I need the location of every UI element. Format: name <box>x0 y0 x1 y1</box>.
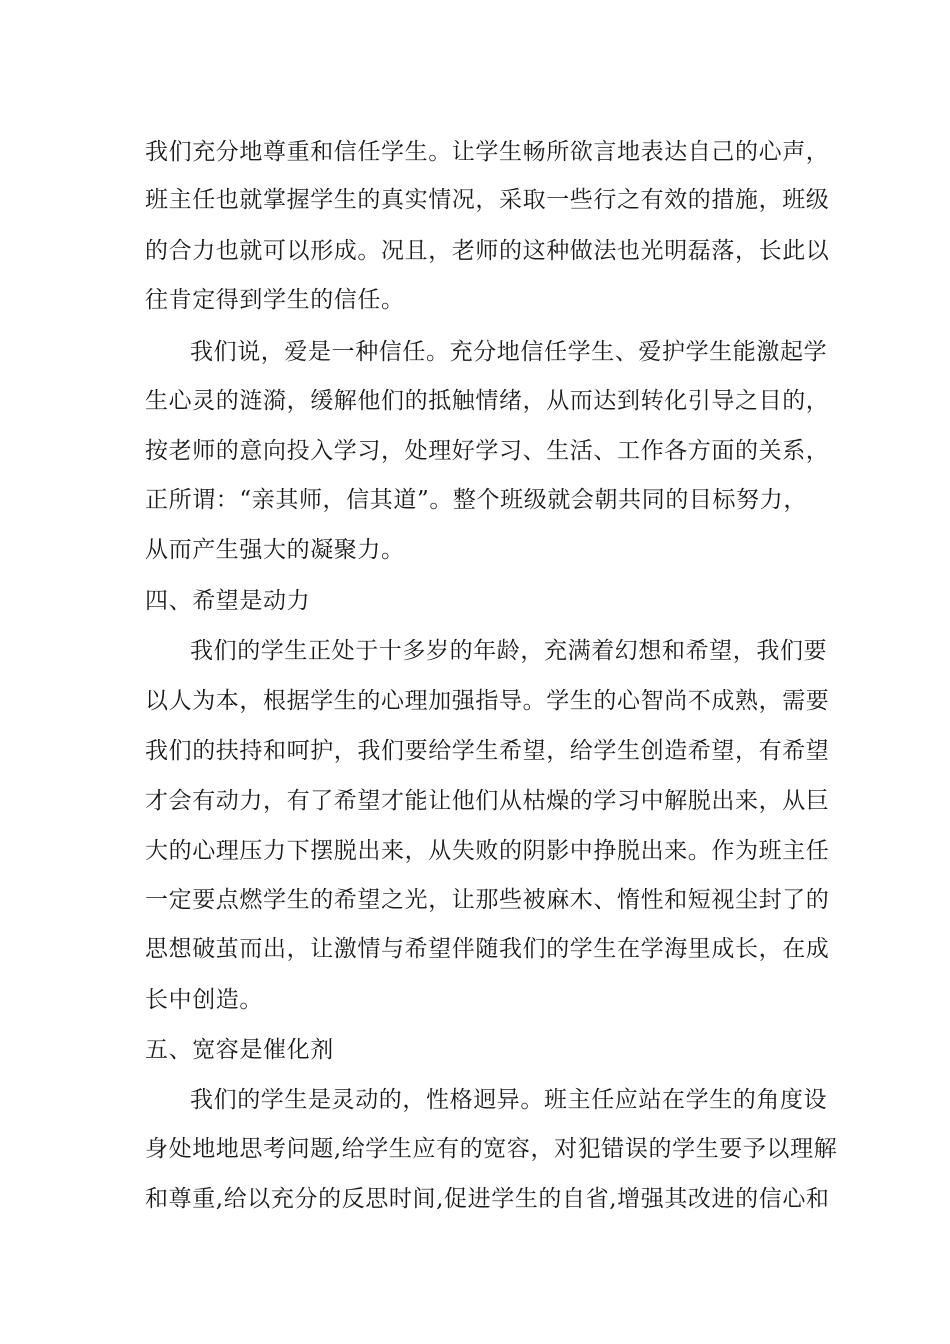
text-line: 大的心理压力下摆脱出来，从失败的阴影中挣脱出来。作为班主任 <box>145 838 830 864</box>
text-line: 我们充分地尊重和信任学生。让学生畅所欲言地表达自己的心声， <box>145 139 830 165</box>
paragraph-first-line: 我们的学生正处于十多岁的年龄，充满着幻想和希望，我们要 <box>190 638 828 664</box>
text-line: 以人为本，根据学生的心理加强指导。学生的心智尚不成熟，需要 <box>145 688 830 714</box>
section-heading: 四、希望是动力 <box>145 588 311 614</box>
text-line: 往肯定得到学生的信任。 <box>145 287 405 313</box>
text-line: 我们的扶持和呵护，我们要给学生希望，给学生创造希望，有希望 <box>145 738 830 764</box>
text-line: 从而产生强大的凝聚力。 <box>145 537 405 563</box>
text-line: 思想破茧而出，让激情与希望伴随我们的学生在学海里成长，在成 <box>145 936 830 962</box>
paragraph-first-line: 我们的学生是灵动的，性格迥异。班主任应站在学生的角度设 <box>190 1087 828 1113</box>
text-line: 和尊重,给以充分的反思时间,促进学生的自省,增强其改进的信心和 <box>145 1186 830 1212</box>
text-line: 的合力也就可以形成。况且，老师的这种做法也光明磊落，长此以 <box>145 238 830 264</box>
text-line: 正所谓：“亲其师，信其道”。整个班级就会朝共同的目标努力， <box>145 487 807 513</box>
text-line: 长中创造。 <box>145 987 263 1013</box>
text-line: 按老师的意向投入学习，处理好学习、生活、工作各方面的关系， <box>145 438 830 464</box>
text-line: 一定要点燃学生的希望之光，让那些被麻木、惰性和短视尘封了的 <box>145 887 830 913</box>
paragraph-first-line: 我们说，爱是一种信任。充分地信任学生、爱护学生能激起学 <box>190 339 828 365</box>
text-line: 班主任也就掌握学生的真实情况，采取一些行之有效的措施，班级 <box>145 187 830 213</box>
text-line: 身处地地思考问题,给学生应有的宽容，对犯错误的学生要予以理解 <box>145 1136 838 1162</box>
text-line: 生心灵的涟漪，缓解他们的抵触情绪，从而达到转化引导之目的， <box>145 388 830 414</box>
section-heading: 五、宽容是催化剂 <box>145 1037 334 1063</box>
text-line: 才会有动力，有了希望才能让他们从枯燥的学习中解脱出来，从巨 <box>145 788 830 814</box>
